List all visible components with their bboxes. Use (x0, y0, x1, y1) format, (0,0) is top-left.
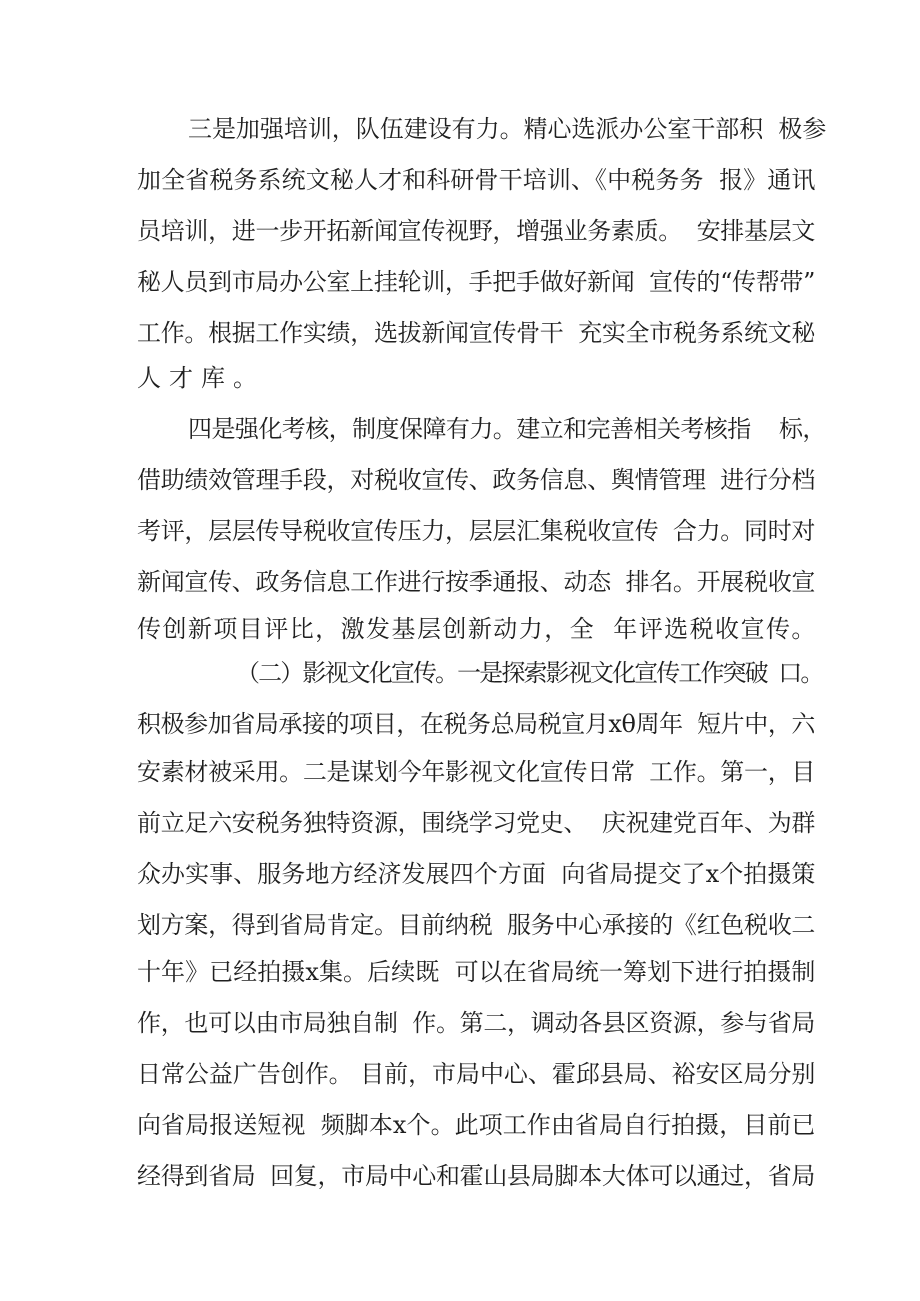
text-line: （二）影视文化宣传。一是探索影视文化宣传工作突破 口。 (236, 659, 823, 687)
text-line: 前立足六安税务独特资源，围绕学习党史、 庆祝建党百年、为群 (137, 809, 816, 837)
text-line: 十年》已经拍摄x集。后续既 可以在省局统一筹划下进行拍摄制 (137, 958, 816, 986)
text-line: 向省局报送短视 频脚本x个。此项工作由省局自行拍摄，目前已 (137, 1111, 816, 1139)
text-line: 人才库。 (137, 364, 265, 392)
text-line: 考评，层层传导税收宣传压力，层层汇集税收宣传 合力。同时对 (137, 517, 816, 545)
text-line: 工作。根据工作实绩，选拔新闻宣传骨干 充实全市税务系统文秘 (137, 319, 816, 347)
text-line: 经得到省局 回复，市局中心和霍山县局脚本大体可以通过，省局 (137, 1162, 816, 1190)
text-line: 积极参加省局承接的项目，在税务总局税宣月xθ周年 短片中，六 (137, 710, 815, 738)
text-line: 安素材被采用。二是谋划今年影视文化宣传日常 工作。第一，目 (137, 758, 816, 786)
text-line: 秘人员到市局办公室上挂轮训，手把手做好新闻 宣传的“传帮带” (137, 268, 816, 296)
text-line: 新闻宣传、政务信息工作进行按季通报、动态 排名。开展税收宣 (137, 568, 816, 596)
text-line: 众办实事、服务地方经济发展四个方面 向省局提交了x个拍摄策 (137, 860, 816, 888)
text-line: 三是加强培训，队伍建设有力。精心选派办公室干部积 极参 (188, 115, 827, 143)
text-line: 加全省税务系统文秘人才和科研骨干培训、《中税务务 报》通讯 (137, 166, 816, 194)
text-line: 日常公益广告创作。 目前，市局中心、霍邱县局、裕安区局分别 (137, 1060, 816, 1088)
text-line: 传创新项目评比，激发基层创新动力，全 年评选税收宣传。 (137, 615, 817, 643)
text-line: 作，也可以由市局独自制 作。第二，调动各县区资源，参与省局 (137, 1009, 816, 1037)
text-line: 借助绩效管理手段，对税收宣传、政务信息、舆情管理 进行分档 (137, 466, 816, 494)
text-line: 员培训，进一步开拓新闻宣传视野，增强业务素质。 安排基层文 (137, 217, 816, 245)
text-line: 四是强化考核，制度保障有力。建立和完善相关考核指 标， (188, 415, 826, 443)
text-line: 划方案，得到省局肯定。目前纳税 服务中心承接的《红色税收二 (137, 911, 816, 939)
